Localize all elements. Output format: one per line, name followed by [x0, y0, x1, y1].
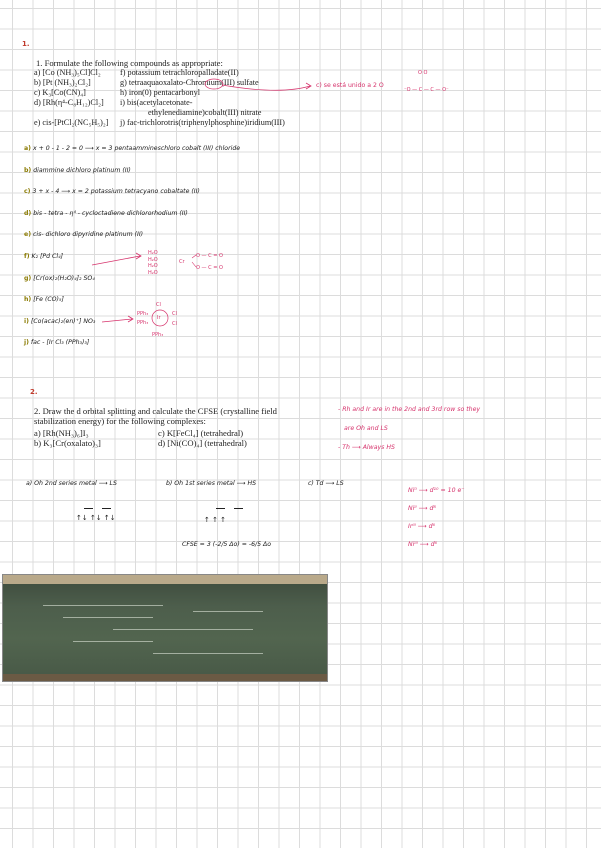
- q1-item-e: e) cis-[PtCl₂(NC₅H₅)₂]: [34, 118, 109, 127]
- answer-row: e) cis- dichloro dipyridine platinum (II): [24, 231, 144, 239]
- q1-item-b: b) [Pt (NH₃)₂Cl₂]: [34, 78, 91, 87]
- answer-row: g) [Cr(ox)₂(H₂O)₄]₂ SO₄: [24, 274, 95, 282]
- cr-oxalate-r1: O — C = O: [196, 253, 223, 259]
- cr-center: Cr: [179, 259, 185, 265]
- arrow-to-ir-sketch: [102, 319, 132, 322]
- electron-configs: Ni⁰ ⟶ d¹⁰ = 10 e⁻ Niᴵᴵ ⟶ d⁸ Irᴵᴵᴵ ⟶ d⁶ Niᴵᴵᴵ ⟶ d⁶: [408, 487, 465, 548]
- answer-row: a) x + 0 - 1 - 2 = 0 ⟶ x = 3 pentaammineschloro cobalt (III) chloride: [24, 145, 241, 152]
- q1-item-a: a) [Co (NH₃)₅Cl]Cl₂: [34, 68, 101, 77]
- ir-l2: PPh₃: [137, 320, 149, 326]
- q1-item-j: j) fac-trichlorotris(triphenylphosphine)iridium(III): [120, 118, 285, 127]
- q1-item-c: c) K₃[Co(CN)₄]: [34, 88, 86, 97]
- t2g-occupancy-b: ↑ ↑ ↑: [204, 516, 227, 524]
- ir-center: Ir: [157, 315, 161, 321]
- q2-answer-c: c) Td ⟶ LS: [308, 480, 344, 487]
- q1-item-d: d) [Rh(η⁴-C₈H₁₂)Cl₂]: [34, 98, 104, 107]
- ir-top: Cl: [156, 302, 161, 308]
- answer-row: j) fac - [Ir Cl₃ (PPh₃)₃]: [24, 339, 90, 347]
- oxalate-sketch-structure: ⁻O — C — C — O⁻: [404, 87, 449, 93]
- cr-complex-sketch: H₂O H₂O H₂O H₂O: [148, 250, 158, 276]
- ir-r2: Cl: [172, 321, 177, 327]
- q2-answer-a: a) Oh 2nd series metal ⟶ LS: [26, 480, 117, 487]
- q1-item-i: i) bis(acetylacetonate-: [120, 98, 193, 107]
- q1-item-h: h) iron(0) pentacarbonyl: [120, 88, 201, 97]
- q2-items-right: c) K[FeCl₄] (tetrahedral) d) [Ni(CO)₄] (tetrahedral): [158, 428, 247, 448]
- t2g-occupancy-a: ↑↓ ↑↓ ↑↓: [76, 514, 116, 522]
- arrow-to-cr-sketch: [92, 256, 140, 265]
- oxalato-circle: [205, 79, 223, 89]
- answer-row: d) bis - tetra - η⁴ - cycloctadiene dichlororhodium (II): [24, 209, 188, 217]
- q2-items-left: a) [Rh(NH₃)₆]I₃ b) K₃[Cr(oxalato)₃]: [34, 428, 101, 448]
- answer-row: c) 3 + x - 4 ⟶ x = 2 potassium tetracyano cobaltate (II): [24, 188, 200, 196]
- ir-bottom: PPh₃: [152, 332, 164, 338]
- answer-row: i) [Co(acac)₂(en)⁺] NO₃: [24, 317, 96, 325]
- question-1-number: 1.: [22, 40, 30, 48]
- q2-title: 2. Draw the d orbital splitting and calculate the CFSE (crystalline field stabilization energy) for the following complexes:: [34, 406, 277, 426]
- cr-oxalate-r2: O — C = O: [196, 265, 223, 271]
- q1-item-f: f) potassium tetrachloropalladate(II): [120, 68, 239, 77]
- q1-title: 1. Formulate the following compounds as appropriate:: [36, 58, 223, 68]
- answer-row: b) diammine dichloro platinum (II): [24, 166, 131, 174]
- q1-item-g: g) tetraaquaoxalato-Chromium(III) sulfate: [120, 78, 259, 87]
- arrowhead-icon: [306, 83, 311, 89]
- cfse-equation: CFSE = 3 (-2/5 Δo) = -6/5 Δo: [182, 541, 272, 548]
- ir-l1: PPh₃: [137, 311, 149, 317]
- oxalate-sketch-top: O O: [418, 70, 428, 76]
- ir-r1: Cl: [172, 311, 177, 317]
- ir-center-circle: [152, 310, 168, 326]
- q2-answer-b: b) Oh 1st series metal ⟶ HS: [166, 480, 257, 487]
- answer-row: f) K₂ [Pd Cl₄]: [24, 252, 63, 260]
- q1-item-i-cont: ethylenediamine)cobalt(III) nitrate: [148, 108, 262, 117]
- question-2-number: 2.: [30, 388, 38, 396]
- answer-row: h) [Fe (CO)₅]: [24, 296, 64, 304]
- q1-oxalate-note: c) se está unido a 2 O: [316, 82, 384, 89]
- arrow-to-oxalate-note: [222, 85, 310, 90]
- q2-notes: - Rh and Ir are in the 2nd and 3rd row so they are Oh and LS - Th ⟶ Always HS: [338, 406, 481, 451]
